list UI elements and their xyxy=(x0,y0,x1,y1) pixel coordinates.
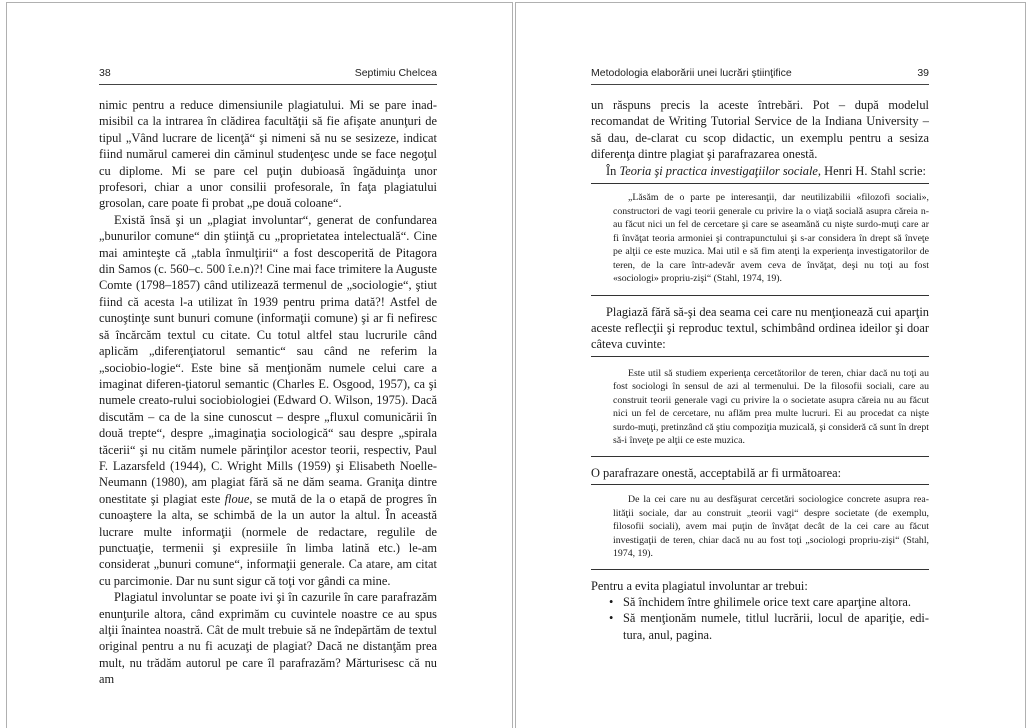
stahl-intro xyxy=(591,163,929,179)
plagiarized-example-text: Este util să studiem experienţa cercetătorilor de teren, chiar dacă nu toţi au fost sociologi în sensul de azi al termenului. De la filosofii sociali, care au construit teorii generale vagi cu privire la o societate asupra căreia nu au făcut nici un fel de cercetare, nu aflăm prea multe lucruri. Ei au procedat ca nişte surdo-muţi, pretinzând că ştiu compoziţia muzicală, şi consideră că sunt în drept să-i înveţe pe alţii ce este muzica. xyxy=(613,367,929,447)
bullet-icon: • xyxy=(609,611,614,626)
stahl-quote-text: „Lăsăm de o parte pe interesanţii, dar neutilizabilii «filozofi sociali», constructori de vagi teorii generale cu privire la o viaţă socială asupra căreia n-au făcut nici un fel de cercetare şi care se aseamănă cu nişte surdo-muţi care ar fi învăţat teoria armoniei şi contrapunctului şi s-ar considera în drept să înveţe pe alţii ce este muzica. Mai util e să fim atenţi la experienţa investigatorilor de teren, de la care într-adevăr avem ceva de învăţat, deşi nu toţi au fost «sociologi» propriu-zişi“ (Stahl, 1974, 19). xyxy=(613,192,929,285)
plagiarism-intro: Plagiază fără să-şi dea seama cei care nu menţionează cui aparţin aceste reflecţii şi reproduc textul, schimbând ordinea ideilor şi doar câteva cuvinte: xyxy=(591,304,929,352)
right-page-body xyxy=(591,97,929,643)
right-head-rule xyxy=(591,84,929,85)
right-running-head: Metodologia elaborării unei lucrări ştiinţifice xyxy=(591,67,792,79)
left-head-rule xyxy=(99,84,437,85)
plagiarism-rule-top xyxy=(591,356,929,357)
left-paragraph-2-emphasis: floue xyxy=(224,491,250,506)
plagiarized-example xyxy=(613,367,929,448)
left-paragraph-2 xyxy=(99,212,437,589)
stahl-after: , Henri H. Stahl scrie: xyxy=(817,163,926,178)
left-page-body xyxy=(99,97,437,688)
stahl-lead-in: În xyxy=(606,163,617,178)
stahl-rule-top xyxy=(591,183,929,184)
paraphrase-rule-bottom xyxy=(591,569,929,570)
stahl-book-title: Teoria şi practica investigaţiilor sociale xyxy=(619,163,818,178)
left-page-number: 38 xyxy=(99,67,111,79)
list-item xyxy=(609,610,929,643)
bullet-icon: • xyxy=(609,595,614,610)
paraphrase-intro: O parafrazare onestă, acceptabilă ar fi următoarea: xyxy=(591,465,842,480)
right-page-number: 39 xyxy=(917,67,929,79)
left-paragraph-2-continuation: , se mută de la o etapă de progres în cunoaştere la alta, se schimbă de la un autor la altul. În această lucrare multe informaţii (normele de redactare, regulile de punctuaţie, termenii şi expresiile în limba latină etc.) le-am considerat „bunuri comune“, informaţii generale. Ca atare, am citat cu parcimonie. Dar nu sunt sigur că toţi vor gândi ca mine. xyxy=(99,491,437,588)
list-item-text: Să închidem între ghilimele orice text care aparţine altora. xyxy=(623,595,911,610)
list-item xyxy=(609,594,929,610)
paraphrase-example xyxy=(613,493,929,561)
list-item-text: Să menţionăm numele, titlul lucrării, locul de apariţie, edi-tura, anul, pagina. xyxy=(623,611,929,642)
left-paragraph-2-text: Există însă şi un „plagiat involuntar“, generat de confundarea „bunurilor comune“ din ştiinţă cu „proprietatea intelectuală“. Cine mai aminteşte că „tabla înmulţirii“ a fost descoperită de Pitagora din Samos (c. 560–c. 500 î.e.n)?! Cine mai face trimitere la Auguste Comte (1798–1857) când utilizează termenul de „sociologie“, ştiut fiind că acesta l-a utilizat în 1939 pentru prima dată?! Astfel de cunoştinţe sunt bunuri comune (informaţii comune) şi ar fi nefiresc să încărcăm textul cu citate. Cu totul altfel stau lucrurile când aplicăm „diferenţiatorul semantic“ sau când ne referim la „sociobio-logie“. Este bine să menţionăm numele celui care a imaginat diferen-ţiatorul semantic (Charles E. Osgood, 1957), ca şi numele creato-rului sociobiologiei (Edward O. Wilson, 1975). Dacă discutăm – ca de la sine cunoscut – despre „fluxul comunicării în două trepte“, despre „imaginaţia sociologică“ sau despre „spirala tăcerii“ şi nu cităm numele părinţilor acestor teorii, respectiv, Paul F. Lazarsfeld (1944), C. Wright Mills (1959) şi Elisabeth Noelle-Neumann (1980), am plagiat fără să ne dăm seama. Graniţa dintre onestitate şi plagiat este xyxy=(99,212,437,506)
stahl-quote xyxy=(613,191,929,286)
left-paragraph-1: nimic pentru a reduce dimensiunile plagiatului. Mi se pare inad-misibil ca la intrarea în clădirea facultăţii să fie afişate anunţuri de tipul „Vând lucrare de licenţă“ şi nimeni să nu se sesizeze, indicat fiind numărul camerei din căminul studenţesc unde se face negoţul cu diplome. Mi se pare cel puţin dubioasă îngăduinţa unor profesori, chiar a unor consilii profesorale, în faţa plagiatului grosolan, care poate fi probat „pe două coloane“. xyxy=(99,98,437,211)
paraphrase-rule-top xyxy=(591,484,929,485)
right-intro-paragraph: un răspuns precis la aceste întrebări. Pot – după modelul recomandat de Writing Tutorial Service de la Indiana University – să dau, de-clarat cu scop didactic, un exemplu pentru a sesiza diferenţa dintre plagiat şi parafrazarea onestă. xyxy=(591,98,929,162)
left-running-head: Septimiu Chelcea xyxy=(354,67,437,79)
plagiarism-rule-bottom xyxy=(591,456,929,457)
left-paragraph-3: Plagiatul involuntar se poate ivi şi în cazurile în care parafrazăm enunţurile altora, când exprimăm cu cuvintele noastre ce au spus alţii înaintea noastră. Cât de mult trebuie să ne îndepărtăm de textul original pentru a nu fi acuzaţi de plagiat? Dacă ne distanţăm prea mult, nu trădăm autorul pe care îl parafrazăm? Mărturisesc că nu am xyxy=(99,590,437,687)
recommendation-list xyxy=(591,594,929,643)
stahl-rule-bottom xyxy=(591,295,929,296)
paraphrase-example-text: De la cei care nu au desfăşurat cercetări sociologice concrete asupra rea-lităţii sociale, dar au construit „teorii vagi“ despre societate (de exemplu, filosofii sociali), avem mai puţin de învăţat decât de la cei care au făcut investigaţii de teren, chiar dacă nu au fost toţi „sociologi propriu-zişi“ (Stahl, 1974, 19). xyxy=(613,494,929,560)
avoid-plagiarism-intro: Pentru a evita plagiatul involuntar ar trebui: xyxy=(591,578,808,593)
